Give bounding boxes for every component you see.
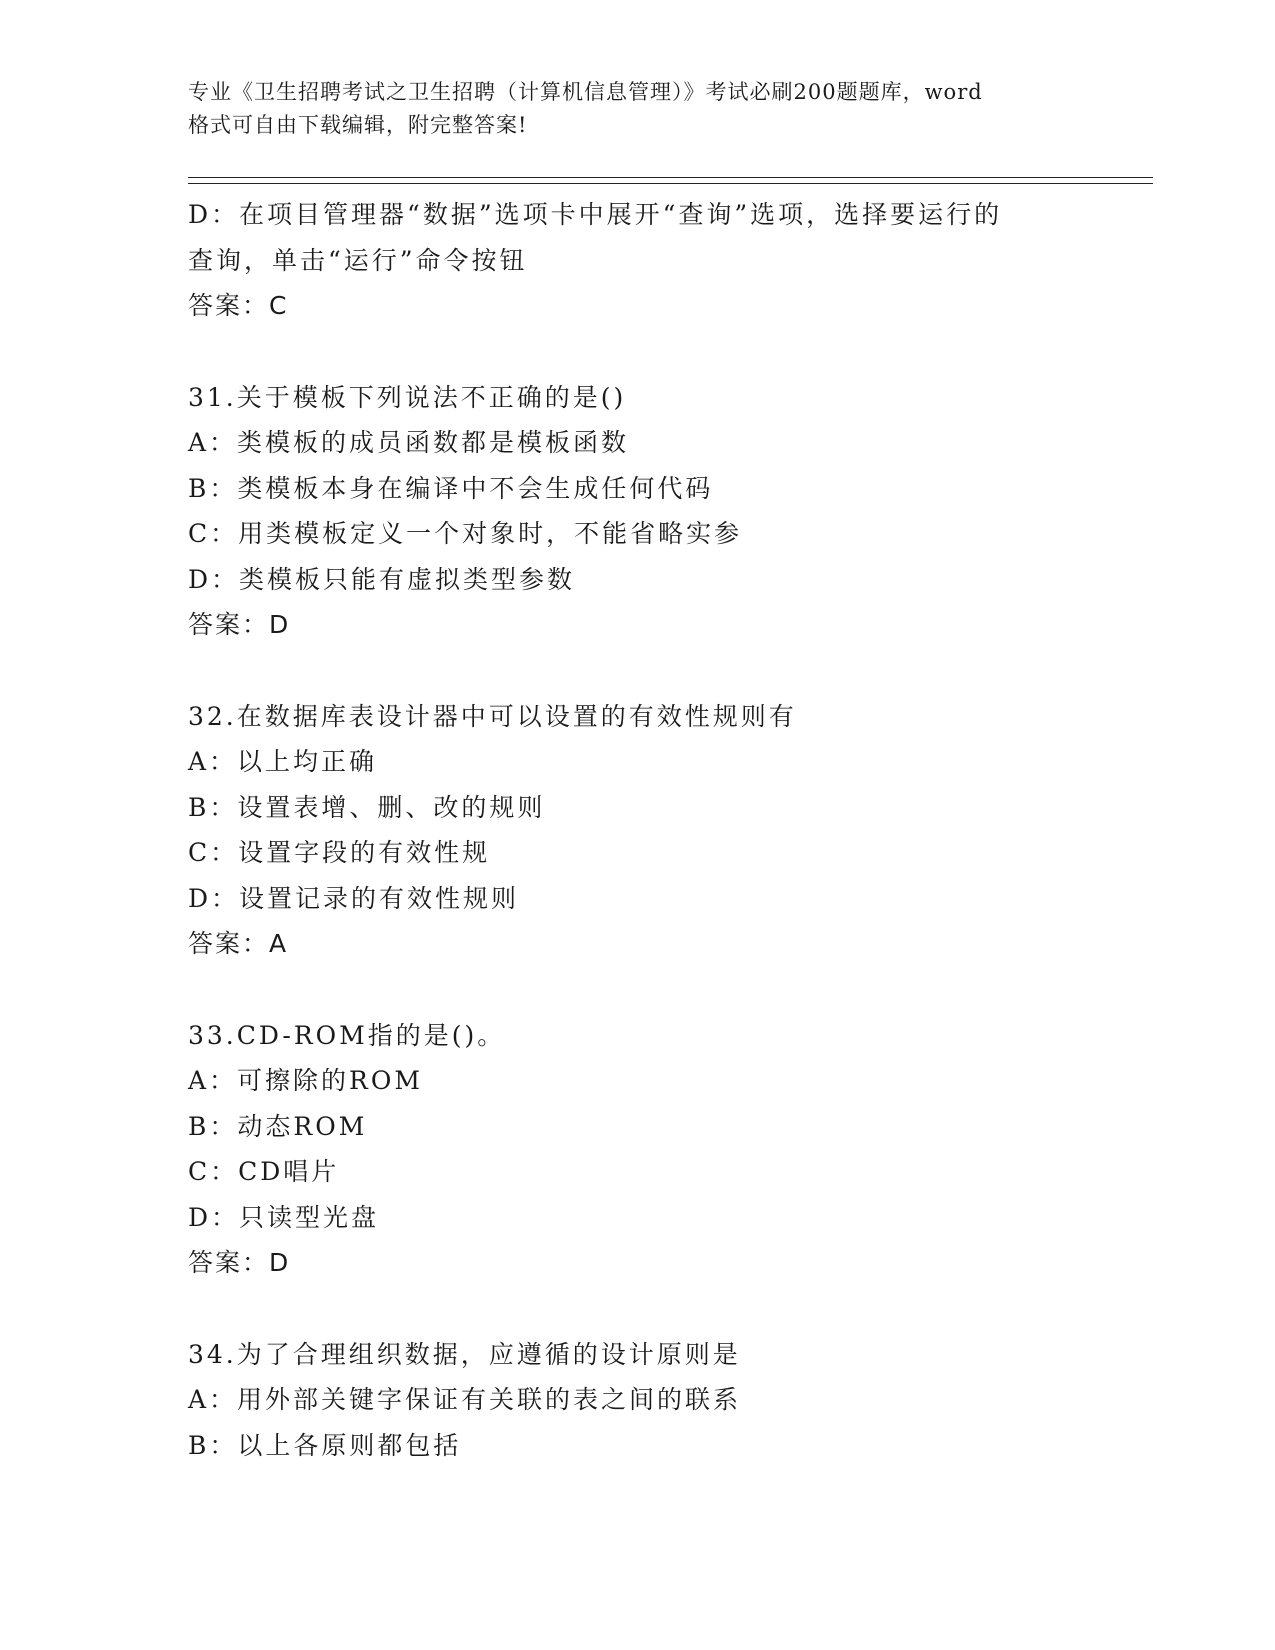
option-b: B：设置表增、删、改的规则 [188,792,546,822]
header-divider-bottom [188,183,1153,184]
answer-line: 答案：D [188,610,291,639]
question-block-34 [188,1332,1088,1469]
option-b: B：类模板本身在编译中不会生成任何代码 [188,473,714,503]
answer-line: 答案：D [188,1248,291,1277]
spacer [188,648,1088,694]
question-block-32 [188,694,1088,967]
answer-line: 答案：A [188,929,289,958]
question-text: 33.CD-ROM指的是()。 [188,1020,506,1050]
answer-line: 答案：C [188,291,289,320]
option-d: D：只读型光盘 [188,1202,380,1232]
option-d: D：类模板只能有虚拟类型参数 [188,564,576,594]
question-block-31 [188,375,1088,648]
document-header [188,76,1088,142]
header-line-1: 专业《卫生招聘考试之卫生招聘（计算机信息管理）》考试必刷200题题库，word [188,80,983,104]
option-c: C：用类模板定义一个对象时，不能省略实参 [188,519,743,548]
spacer [188,967,1088,1013]
option-d-continued: 查询，单击“运行”命令按钮 [188,245,528,275]
option-b: B：动态ROM [188,1111,368,1141]
option-a: A：用外部关键字保证有关联的表之间的联系 [188,1385,742,1414]
spacer [188,329,1088,375]
question-text: 31.关于模板下列说法不正确的是() [188,382,627,412]
option-c: C：CD唱片 [188,1157,340,1186]
option-d: D：在项目管理器“数据”选项卡中展开“查询”选项，选择要运行的 [188,200,1003,229]
option-a: A：类模板的成员函数都是模板函数 [188,428,630,457]
question-text: 32.在数据库表设计器中可以设置的有效性规则有 [188,701,797,731]
spacer [188,1286,1088,1332]
option-b: B：以上各原则都包括 [188,1430,462,1460]
question-block-33 [188,1013,1088,1286]
option-a: A：以上均正确 [188,747,378,776]
question-block-prev [188,192,1088,329]
option-a: A：可擦除的ROM [188,1066,423,1095]
option-c: C：设置字段的有效性规 [188,838,491,867]
header-divider-top [188,177,1153,178]
question-list [188,192,1088,1468]
option-d: D：设置记录的有效性规则 [188,883,520,913]
header-line-2: 格式可自由下载编辑，附完整答案! [188,113,528,137]
question-text: 34.为了合理组织数据，应遵循的设计原则是 [188,1339,741,1369]
